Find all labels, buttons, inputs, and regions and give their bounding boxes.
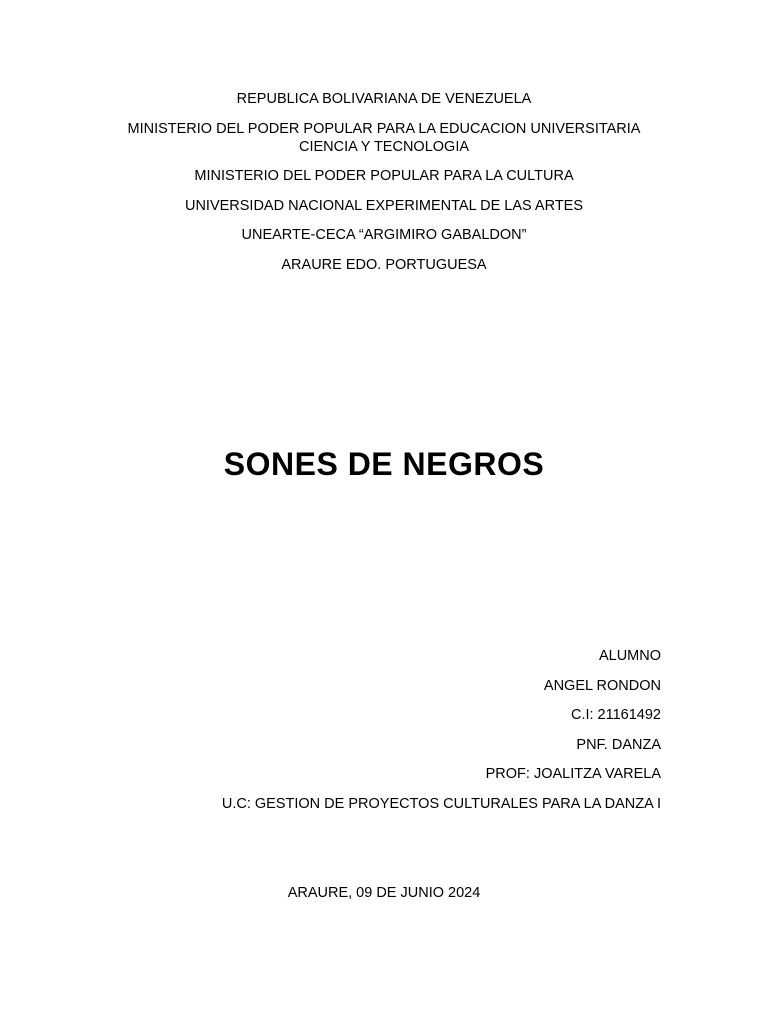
header-ministry-education: MINISTERIO DEL PODER POPULAR PARA LA EDUCACION UNIVERSITARIA <box>127 120 641 137</box>
header-ministry-education-cont: CIENCIA Y TECNOLOGIA <box>298 138 470 155</box>
header-campus: UNEARTE-CECA “ARGIMIRO GABALDON” <box>241 227 527 243</box>
professor-name: PROF: JOALITZA VARELA <box>485 766 661 783</box>
institution-header <box>0 90 768 274</box>
course-name: U.C: GESTION DE PROYECTOS CULTURALES PARA LA DANZA I <box>221 795 661 812</box>
header-location: ARAURE EDO. PORTUGUESA <box>281 256 487 273</box>
header-university: UNIVERSIDAD NACIONAL EXPERIMENTAL DE LAS ARTES <box>184 197 584 214</box>
student-program: PNF. DANZA <box>576 736 661 753</box>
document-title: SONES DE NEGROS <box>223 446 545 482</box>
student-id: C.I: 21161492 <box>570 707 661 724</box>
header-ministry-culture: MINISTERIO DEL PODER POPULAR PARA LA CULTURA <box>194 168 574 184</box>
student-name: ANGEL RONDON <box>543 677 661 694</box>
student-role-label: ALUMNO <box>598 648 661 664</box>
student-info <box>222 647 661 813</box>
header-country: REPUBLICA BOLIVARIANA DE VENEZUELA <box>236 91 532 107</box>
place-date: ARAURE, 09 DE JUNIO 2024 <box>287 885 481 901</box>
